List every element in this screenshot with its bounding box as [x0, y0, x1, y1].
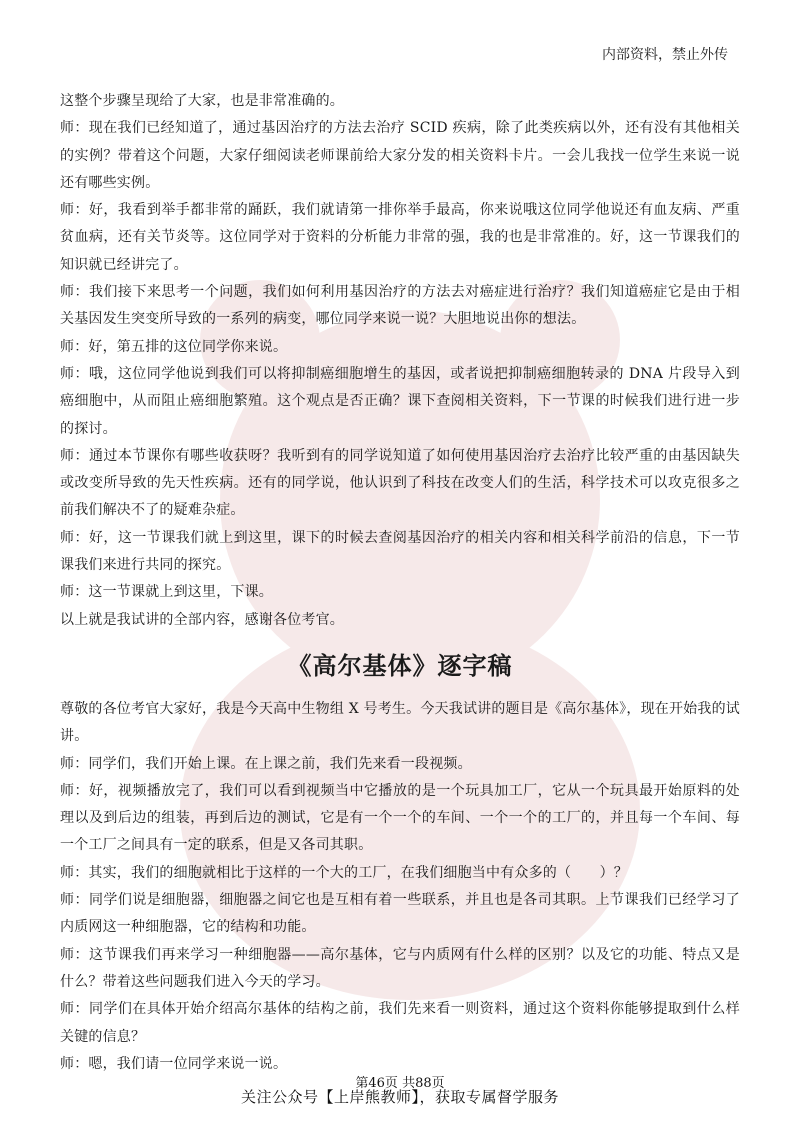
- paragraph: 师：其实，我们的细胞就相比于这样的一个大的工厂，在我们细胞当中有众多的（ ）？: [60, 864, 628, 881]
- paragraph: 师：好，我看到举手都非常的踊跃，我们就请第一排你举手最高，你来说哦这位同学他说还有血友病、严重贫血病，还有关节炎等。这位同学对于资料的分析能力非常的强，我的也是非常准的。好，这一节课我们的知识就已经讲完了。: [60, 202, 740, 273]
- section-title: 《高尔基体》逐字稿: [287, 650, 513, 680]
- paragraph: 师：现在我们已经知道了，通过基因治疗的方法去治疗 SCID 疾病，除了此类疾病以外，还有没有其他相关的实例？带着这个问题，大家仔细阅读老师课前给大家分发的相关资料卡片。一会儿我找一位学生来说一说还有哪些实例。: [60, 120, 740, 191]
- footer-promo: 关注公众号【上岸熊教师】，获取专属督学服务: [240, 1088, 559, 1106]
- paragraph: 以上就是我试讲的全部内容，感谢各位考官。: [60, 611, 344, 628]
- paragraph: 师：好，视频播放完了，我们可以看到视频当中它播放的是一个玩具加工厂，它从一个玩具最开始原料的处理以及到后边的组装，再到后边的测试，它是有一个一个的车间、一个一个的工厂的，并且每一个车间、每一个工厂之间具有一定的联系，但是又各司其职。: [60, 782, 740, 854]
- paragraph: 师：同学们说是细胞器，细胞器之间它也是互相有着一些联系，并且也是各司其职。上节课我们已经学习了内质网这一种细胞器，它的结构和功能。: [60, 892, 740, 936]
- paragraph: 师：通过本节课你有哪些收获呀？我听到有的同学说知道了如何使用基因治疗去治疗比较严重的由基因缺失或改变所导致的先天性疾病。还有的同学说，他认识到了科技在改变人们的生活，科学技术可以攻克很多之前我们解决不了的疑难杂症。: [60, 447, 740, 519]
- confidential-notice: 内部资料，禁止外传: [602, 47, 728, 63]
- paragraph: 师：哦，这位同学他说到我们可以将抑制癌细胞增生的基因，或者说把抑制癌细胞转录的 DNA 片段导入到癌细胞中，从而阻止癌细胞繁殖。这个观点是否正确？课下查阅相关资料，下一节课的时候我们进行进一步的探讨。: [60, 365, 740, 437]
- paragraph: 师：同学们，我们开始上课。在上课之前，我们先来看一段视频。: [60, 755, 472, 772]
- paragraph: 师：这节课我们再来学习一种细胞器——高尔基体，它与内质网有什么样的区别？以及它的功能、特点又是什么？带着这些问题我们进入今天的学习。: [60, 946, 740, 990]
- paragraph: 师：嗯，我们请一位同学来说一说。: [60, 1055, 288, 1072]
- page-number: 第46页 共88页: [355, 1076, 445, 1091]
- transcript-body: [60, 88, 740, 1078]
- paragraph: 尊敬的各位考官大家好，我是今天高中生物组 X 号考生。今天我试讲的题目是《高尔基体》，现在开始我的试讲。: [60, 700, 740, 745]
- paragraph: 师：好，第五排的这位同学你来说。: [60, 338, 288, 355]
- paragraph: 师：我们接下来思考一个问题，我们如何利用基因治疗的方法去对癌症进行治疗？我们知道癌症它是由于相关基因发生突变所导致的一系列的病变，哪位同学来说一说？大胆地说出你的想法。: [60, 284, 740, 328]
- paragraph: 师：这一节课就上到这里，下课。: [60, 584, 273, 601]
- paragraph: 师：同学们在具体开始介绍高尔基体的结构之前，我们先来看一则资料，通过这个资料你能够提取到什么样关键的信息？: [60, 1001, 740, 1045]
- paragraph: 这整个步骤呈现给了大家，也是非常准确的。: [60, 93, 344, 109]
- paragraph: 师：好，这一节课我们就上到这里，课下的时候去查阅基因治疗的相关内容和相关科学前沿的信息，下一节课我们来进行共同的探究。: [60, 529, 740, 574]
